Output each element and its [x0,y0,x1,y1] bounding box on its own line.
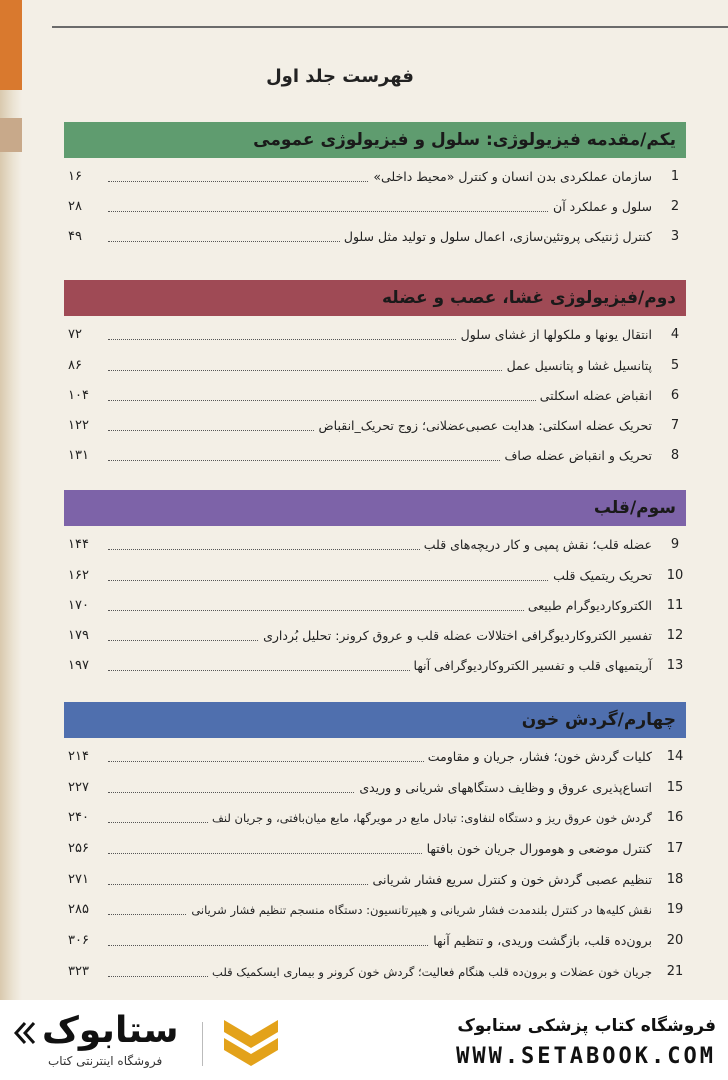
page-number: ۳۲۳ [68,957,92,987]
chapter-title: کلیات گردش خون؛ فشار، جریان و مقاومت [424,742,652,772]
toc-row[interactable] [64,926,686,956]
page-number: ۷۲ [68,320,85,350]
page-number: ۱۹۷ [68,651,92,681]
chapter-title: نقش کلیه‌ها در کنترل بلندمدت فشار شریانی و هیپرتانسیون: دستگاه منسجم تنظیم فشار شریانی [187,895,652,925]
section-1-header: یکم/مقدمه فیزیولوژی: سلول و فیزیولوژی عمومی [64,122,686,158]
toc-row[interactable] [64,222,686,252]
toc-row[interactable] [64,957,686,987]
page-number: ۸۶ [68,351,85,381]
section-1 [64,122,686,254]
page-number: ۴۹ [68,222,85,252]
chapter-number: 8 [670,448,680,463]
page-number: ۲۱۴ [68,742,92,772]
page-number: ۱۷۰ [68,591,92,621]
page-number: ۱۳۱ [68,441,92,471]
chapter-number: 2 [670,199,680,214]
chapter-number: 9 [670,537,680,552]
section-2-header: دوم/فیزیولوژی غشا، عصب و عضله [64,280,686,316]
page-number: ۲۸۵ [68,895,92,925]
toc-row[interactable] [64,411,686,441]
chapter-title: عضله قلب؛ نقش پمپی و کار دریچه‌های قلب [420,530,652,560]
page-number: ۱۶۲ [68,561,92,591]
double-chevron-left-icon [12,1020,38,1046]
toc-row[interactable] [64,320,686,350]
shop-name: فروشگاه کتاب پزشکی ستابوک [457,1016,716,1036]
page-number: ۱۶ [68,162,85,192]
tan-page-tab [0,118,22,152]
chapter-number: 11 [666,598,684,613]
chapter-number: 1 [670,169,680,184]
chapter-title: تنظیم عصبی گردش خون و کنترل سریع فشار شریانی [369,865,652,895]
chapter-number: 20 [666,933,684,948]
toc-row[interactable] [64,742,686,772]
chapter-number: 3 [670,229,680,244]
section-3 [64,490,686,686]
chapter-title: انتقال یونها و ملکولها از غشای سلول [457,320,652,350]
chapter-number: 5 [670,358,680,373]
page-number: ۲۷۱ [68,865,92,895]
chapter-number: 13 [666,658,684,673]
chapter-number: 12 [666,628,684,643]
toc-row[interactable] [64,895,686,925]
toc-row[interactable] [64,773,686,803]
page-number: ۲۸ [68,192,85,222]
section-4-header: چهارم/گردش خون [64,702,686,738]
chapter-title: پتانسیل غشا و پتانسیل عمل [503,351,652,381]
page-number: ۱۷۹ [68,621,92,651]
chapter-number: 15 [666,780,684,795]
chapter-title: سازمان عملکردی بدن انسان و کنترل «محیط داخلی» [369,162,652,192]
toc-row[interactable] [64,834,686,864]
chapter-title: تحریک و انقباض عضله صاف [500,441,652,471]
logo-divider [202,1022,203,1066]
toc-row[interactable] [64,351,686,381]
chapter-number: 6 [670,388,680,403]
logo-wordmark: ستابوک [42,1010,179,1051]
page-number: ۱۴۴ [68,530,92,560]
page-number: ۱۲۲ [68,411,92,441]
page-number: ۲۵۶ [68,834,92,864]
toc-row[interactable] [64,530,686,560]
toc-row[interactable] [64,651,686,681]
chapter-title: برون‌ده قلب، بازگشت وریدی، و تنظیم آنها [429,926,652,956]
chapter-title: سلول و عملکرد آن [549,192,652,222]
page-number: ۲۲۷ [68,773,92,803]
chapter-number: 14 [666,749,684,764]
page-number: ۲۴۰ [68,803,92,833]
chapter-number: 7 [670,418,680,433]
chapter-number: 16 [666,810,684,825]
chapter-number: 19 [666,902,684,917]
toc-row[interactable] [64,591,686,621]
chapter-title: آریتمیهای قلب و تفسیر الکتروکاردیوگرافی آنها [410,651,652,681]
orange-page-tab [0,0,22,90]
chapter-number: 10 [666,568,684,583]
chapter-number: 21 [666,964,684,979]
page-number: ۳۰۶ [68,926,92,956]
section-2 [64,280,686,476]
toc-row[interactable] [64,381,686,411]
logo-subtitle: فروشگاه اینترنتی کتاب [48,1054,163,1068]
chapter-title: کنترل موضعی و هومورال جریان خون بافتها [423,834,652,864]
toc-row[interactable] [64,162,686,192]
chapter-title: جریان خون عضلات و برون‌ده قلب هنگام فعالیت؛ گردش خون کرونر و بیماری ایسکمیک قلب [208,957,652,987]
chapter-title: کنترل ژنتیکی پروتئین‌سازی، اعمال سلول و تولید مثل سلول [340,222,652,252]
section-3-header: سوم/قلب [64,490,686,526]
chapter-number: 4 [670,327,680,342]
toc-row[interactable] [64,441,686,471]
chapter-title: الکتروکاردیوگرام طبیعی [524,591,652,621]
chapter-title: اتساع‌پذیری عروق و وظایف دستگاههای شریانی و وریدی [355,773,652,803]
chapter-title: تحریک ریتمیک قلب [549,561,652,591]
chapter-title: تفسیر الکتروکاردیوگرافی اختلالات عضله قلب و عروق کرونر: تحلیل بُرداری [259,621,652,651]
top-rule [52,26,728,28]
chapter-number: 18 [666,872,684,887]
page-number: ۱۰۴ [68,381,92,411]
chapter-number: 17 [666,841,684,856]
chapter-title: تحریک عضله اسکلتی: هدایت عصبی‌عضلانی؛ زوج تحریک_انقباض [315,411,652,441]
toc-row[interactable] [64,561,686,591]
toc-row[interactable] [64,192,686,222]
page-title: فهرست جلد اول [266,66,414,87]
chapter-title: انقباض عضله اسکلتی [536,381,652,411]
setabook-logo[interactable] [12,1010,282,1074]
chevron-logo-icon [216,1012,286,1072]
section-4 [64,702,686,998]
shop-url-link[interactable]: WWW.SETABOOK.COM [456,1044,716,1069]
footer-banner [0,1000,728,1080]
toc-row[interactable] [64,865,686,895]
chapter-title: گردش خون عروق ریز و دستگاه لنفاوی: تبادل مایع در مویرگها، مایع میان‌بافتی، و جریان لنف [208,803,652,833]
toc-row[interactable] [64,621,686,651]
toc-row[interactable] [64,803,686,833]
